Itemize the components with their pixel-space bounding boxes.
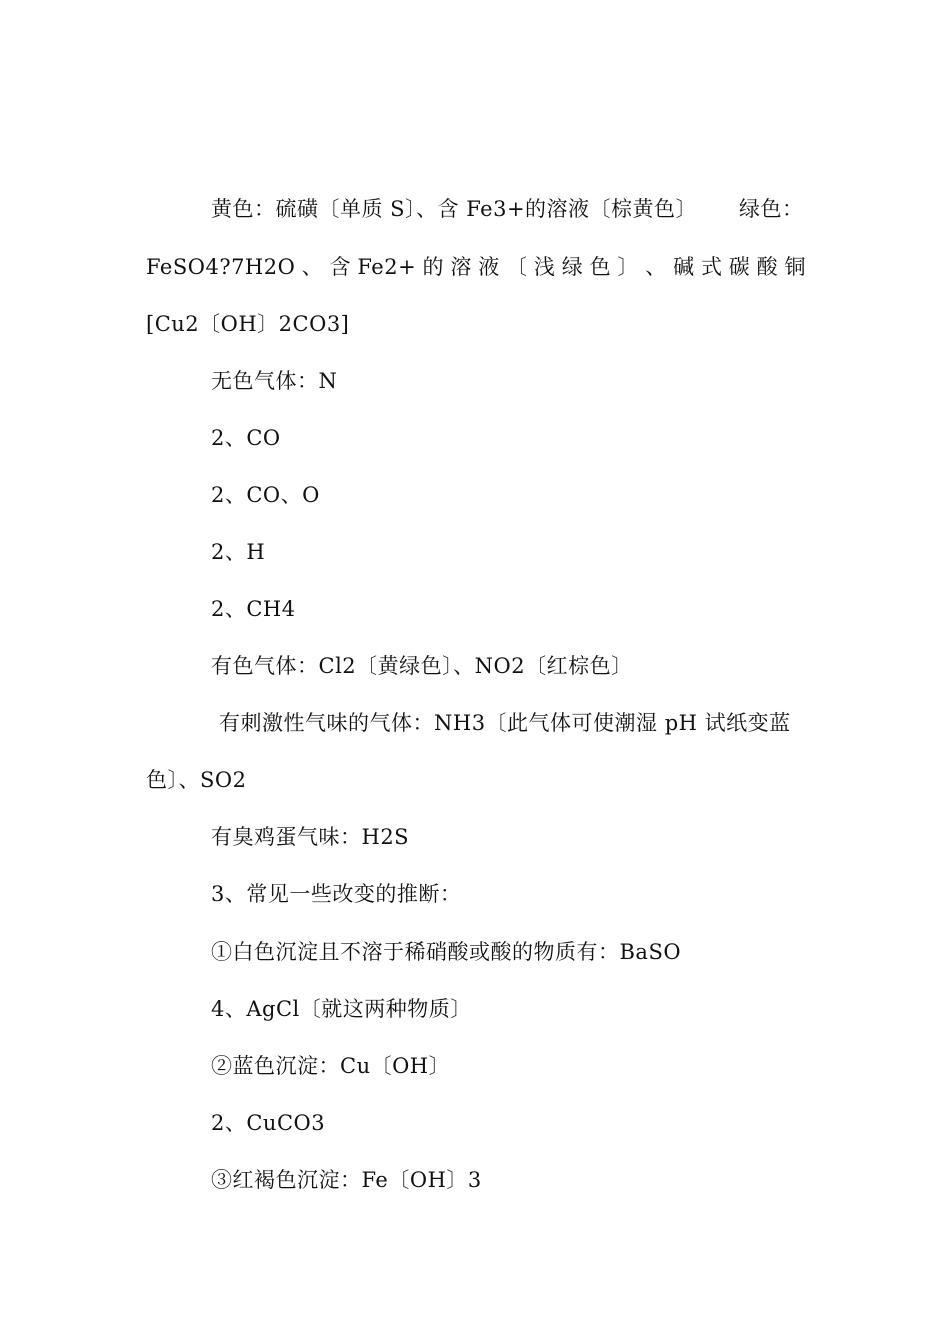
text-line-cuco3: 2、CuCO3: [211, 1111, 326, 1135]
text-line-red-brown-precipitate: ③红褐色沉淀：Fe〔OH〕3: [211, 1168, 482, 1192]
text-line-yellow: 黄色：硫磺〔单质 S〕、含 Fe3+的溶液〔棕黄色〕: [211, 197, 698, 221]
justified-token: 含: [329, 255, 352, 279]
justified-token: 、: [645, 255, 667, 279]
justified-token: Fe2+: [357, 255, 417, 279]
justified-token: 溶: [450, 255, 472, 279]
text-line-blue-precipitate: ②蓝色沉淀：Cu〔OH〕: [211, 1054, 451, 1078]
justified-token: 、: [301, 255, 324, 279]
justified-token: 酸: [756, 255, 779, 279]
justified-token: 〕: [617, 255, 639, 279]
text-line-pungent-gas: 有刺激性气味的气体：NH3〔此气体可使潮湿 pH 试纸变蓝: [219, 711, 791, 735]
text-line-green-label: 绿色：: [739, 197, 804, 221]
text-line-co-o: 2、CO、O: [211, 483, 320, 507]
justified-token: 碳: [728, 255, 751, 279]
justified-token: 铜: [784, 255, 806, 279]
text-line-so2: 色〕、SO2: [146, 768, 247, 792]
text-line-h: 2、H: [211, 540, 266, 564]
text-line-ferrous-sulfate: [146, 253, 806, 281]
justified-token: 式: [700, 255, 723, 279]
justified-token: 绿: [561, 255, 584, 279]
text-line-colored-gas: 有色气体：Cl2〔黄绿色〕、NO2〔红棕色〕: [211, 654, 633, 678]
text-line-white-precipitate: ①白色沉淀且不溶于稀硝酸或酸的物质有：BaSO: [211, 940, 682, 964]
text-line-rotten-egg: 有臭鸡蛋气味：H2S: [211, 825, 410, 849]
justified-token: 浅: [533, 255, 556, 279]
justified-token: 碱: [673, 255, 695, 279]
justified-token: 〔: [506, 255, 528, 279]
text-line-section-3: 3、常见一些改变的推断：: [211, 882, 462, 906]
text-line-co: 2、CO: [211, 426, 281, 450]
justified-token: 的: [422, 255, 445, 279]
text-line-ch4: 2、CH4: [211, 597, 296, 621]
text-line-agcl: 4、AgCl〔就这两种物质〕: [211, 997, 472, 1021]
text-line-colorless-gas: 无色气体：N: [211, 369, 338, 393]
justified-token: 液: [478, 255, 500, 279]
justified-token: 色: [589, 255, 612, 279]
text-line-basic-copper-carbonate: [Cu2〔OH〕2CO3]: [146, 312, 350, 336]
justified-token: FeSO4?7H2O: [146, 255, 296, 279]
